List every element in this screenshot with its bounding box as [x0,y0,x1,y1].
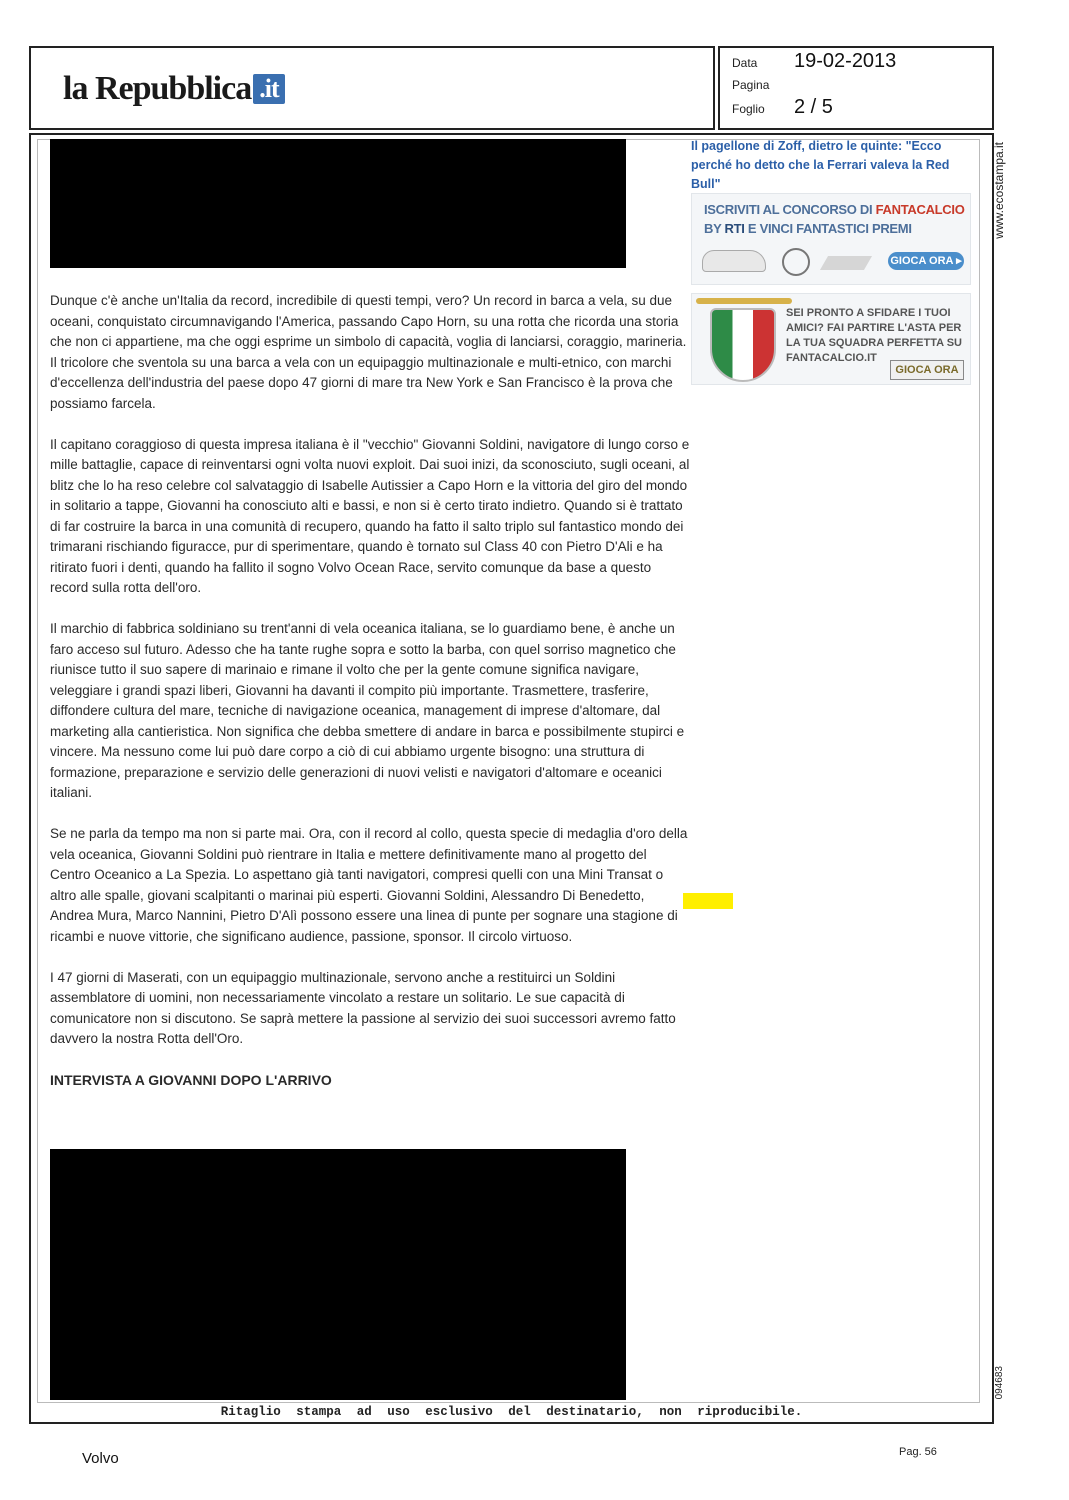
page-meta-box [718,46,994,130]
related-article-link[interactable]: Il pagellone di Zoff, dietro le quinte: "Ecco perché ho detto che la Ferrari valeva la Red Bull" [691,139,950,191]
ad2-play-button[interactable]: GIOCA ORA [890,360,964,380]
logo-suffix: .it [253,74,284,104]
ad2-text: SEI PRONTO A SFIDARE I TUOI AMICI? FAI PARTIRE L'ASTA PER LA TUA SQUADRA PERFETTA SU FANTACALCIO.IT [786,307,962,364]
article-paragraph-1: Dunque c'è anche un'Italia da record, incredibile di questi tempi, vero? Un record in barca a vela, su due oceani, conquistato circumnavigando l'America, passando Capo Horn, su una rotta che ricorda una storia che non ci appartiene, ma che oggi esprime un simbolo di capacità, voglia di lanciarsi, coraggio, marineria. Il tricolore che sventola su una barca a vela con un equipaggio multinazionale e multi-etnico, con marchi d'eccellenza dell'industria del paese dopo 47 giorni di mare tra New York e San Francisco è la prova che possiamo farcela. [50,293,687,411]
ad1-subline: BY RTI E VINCI FANTASTICI PREMI [704,221,912,236]
laptop-icon [820,256,872,270]
date-value: 19-02-2013 [794,50,897,72]
car-icon [702,250,766,272]
date-label: Data [732,56,758,70]
masthead [29,46,715,130]
article-paragraph-3: Il marchio di fabbrica soldiniano su trent'anni di vela oceanica italiana, se lo guardiamo bene, è anche un faro acceso sul futuro. Adesso che ha tante rughe sopra e sotto la barba, con quel sorriso magnetico che riunisce tutto il suo sapere di marinaio e rimane il volto che per la gente comune significa navigare, veleggiare i grandi spazi liberi, Giovanni ha davanti il compito più importante. Trasmettere, trasferire, diffondere cultura del mare, tecniche di navigazione oceanica, management di imprese d'altomare, dal marketing alla cantieristica. Non significa che debba smettere di andare in barca e possibilmente stupirci e vincere. Ma nessuno come lui può dare corpo a ciò di cui abbiamo urgente bisogno: una struttura di formazione, preparazione e servizio delle generazioni di nuovi velisti e navigatori d'altomare e oceanici italiani. [50,621,685,800]
article-paragraph-5: I 47 giorni di Maserati, con un equipaggio multinazionale, servono anche a restituirci un Soldini assemblatore di uomini, non necessariamente vincolato a restare un solitario. Le sue capacità di comunicatore non si discutono. Se saprà mettere la passione al servizio dei suoi successori avremo fatto davvero la nostra Rotta dell'Oro. [50,969,676,1046]
pencil-icon [696,298,792,304]
redacted-video-bottom [50,1149,626,1400]
article-paragraph-4: Se ne parla da tempo ma non si parte mai. Ora, con il record al collo, questa specie di medaglia d'oro della vela oceanica, Giovanni Soldini può rientrare in Italia e mettere definitivamente mano al progetto del Centro Oceanico a La Spezia. Lo aspettano già tanti navigatori, compresi quelli con una Mini Transat o altro alle spalle, giovani scalpitanti o marinai più esperti. Giovanni Soldini, Alessandro Di Benedetto, Andrea Mura, Marco Nannini, Pietro D'Alì possono essere una linea di punte per sognare una stagione di ricambi e nuove vittorie, che significano audience, passione, sponsor. Il circolo virtuoso. [50,826,688,944]
sheet-value: 2 / 5 [794,96,833,118]
reproduction-notice: Ritaglio stampa ad uso esclusivo del destinatario, non riproducibile. [220,1405,803,1419]
italian-shield-icon [710,308,776,382]
yellow-highlight-mark [683,893,733,909]
fantacalcio-auction-ad[interactable] [691,293,971,385]
interview-subheading: INTERVISTA A GIOVANNI DOPO L'ARRIVO [50,1072,332,1088]
redacted-video-top [50,139,626,268]
source-watermark: www.ecostampa.it [992,142,1006,239]
article-paragraph-2: Il capitano coraggioso di questa impresa italiana è il "vecchio" Giovanni Soldini, navigatore di lungo corso e mille battaglie, capace di reinventarsi ogni volta nuovi exploit. Dai suoi inizi, da sconosciuto, sugli oceani, al blitz che lo ha reso celebre col salvataggio di Isabelle Autissier a Capo Horn e la vittoria del giro del mondo in solitario a tappe, Giovanni ha conosciuto alti e bassi, e non si è certo tirato indietro. Quando si è trattato di far costruire la barca in una comunità di recupero, quando ha fatto il salto triplo sul fantastico mondo dei trimarani rischiando figuracce, pur di sperimentare, quando è tornato sul Class 40 con Pietro D'Ali e ha ritirato fuori i denti, quando ha fallito il sogno Volvo Ocean Race, servito comunque da base a questo record sulla rotta dell'oro. [50,436,690,595]
ad1-play-button[interactable]: GIOCA ORA ▸ [888,252,964,270]
fantacalcio-banner-ad[interactable] [691,193,971,285]
ad1-headline: ISCRIVITI AL CONCORSO DI FANTACALCIO [704,202,965,217]
newspaper-logo [63,70,285,108]
page-number: Pag. 56 [899,1446,937,1458]
article-body [50,291,690,1091]
sheet-label: Foglio [732,102,765,116]
page-label: Pagina [732,78,770,92]
clipping-code: 094683 [994,1366,1005,1400]
scooter-icon [782,248,810,276]
client-label: Volvo [82,1450,119,1467]
logo-text: la Repubblica [63,70,252,107]
